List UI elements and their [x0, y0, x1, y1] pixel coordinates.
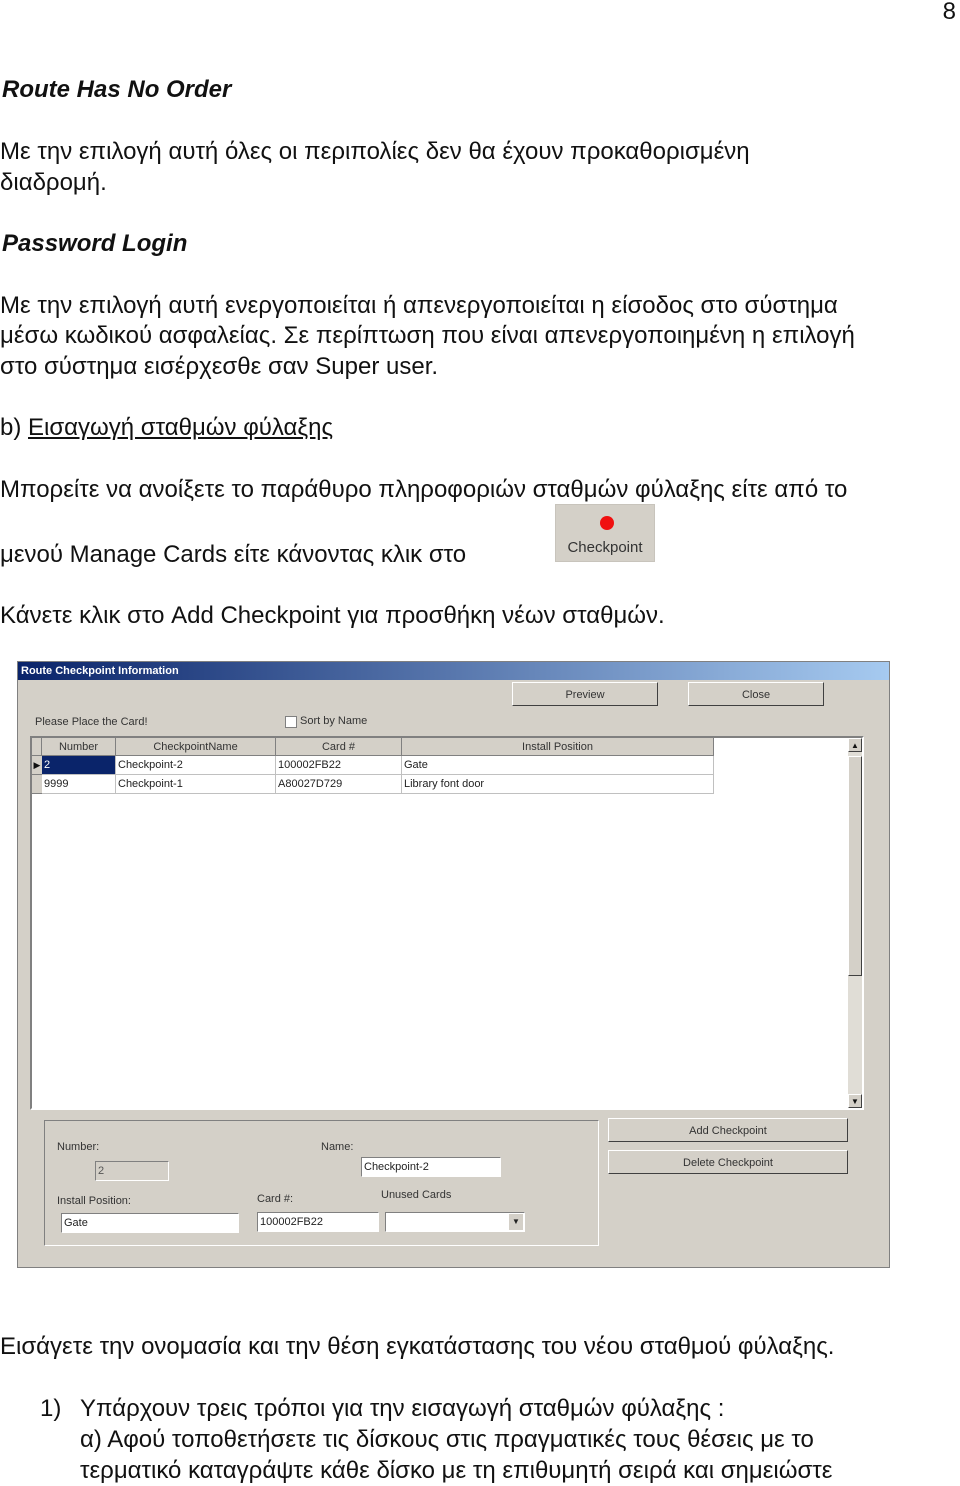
table-cell[interactable]: 2	[42, 756, 116, 775]
name-label: Name:	[321, 1141, 354, 1153]
checkpoint-toolbar-button[interactable]	[555, 504, 655, 562]
card-label: Card #:	[257, 1193, 294, 1205]
list-item-text: Υπάρχουν τρεις τρόποι για την εισαγωγή σταθμών φύλαξης :	[80, 1395, 725, 1422]
paragraph-line: Κάνετε κλικ στο Add Checkpoint για προσθήκη νέων σταθμών.	[0, 602, 665, 629]
row-indicator	[32, 775, 42, 794]
sort-by-name-checkbox[interactable]	[285, 716, 297, 728]
preview-button[interactable]: Preview	[512, 682, 658, 706]
add-checkpoint-button[interactable]: Add Checkpoint	[608, 1118, 848, 1142]
heading-password-login: Password Login	[2, 230, 188, 257]
grid-scrollbar[interactable]	[848, 738, 862, 1108]
install-position-label: Install Position:	[57, 1195, 131, 1207]
name-field[interactable]: Checkpoint-2	[361, 1157, 501, 1177]
delete-checkpoint-button[interactable]: Delete Checkpoint	[608, 1150, 848, 1174]
number-label: Number:	[57, 1141, 100, 1153]
place-card-label: Please Place the Card!	[35, 716, 148, 728]
table-cell[interactable]: A80027D729	[276, 775, 402, 794]
scroll-up-icon[interactable]: ▲	[848, 738, 862, 752]
paragraph-line: διαδρομή.	[0, 169, 107, 196]
list-subitem-line: α) Αφού τοποθετήσετε τις δίσκους στις πραγματικές τους θέσεις με το	[80, 1426, 814, 1453]
sort-by-name-label: Sort by Name	[300, 715, 368, 727]
grid-corner	[32, 738, 42, 756]
route-checkpoint-window	[17, 661, 890, 1268]
column-header-card[interactable]: Card #	[276, 738, 402, 756]
page-number: 8	[942, 0, 956, 25]
paragraph-line: μενού Manage Cards είτε κάνοντας κλικ στο	[0, 541, 467, 568]
heading-route-no-order: Route Has No Order	[2, 76, 232, 103]
list-prefix: b)	[0, 414, 29, 441]
column-header-number[interactable]: Number	[42, 738, 116, 756]
table-cell[interactable]: Gate	[402, 756, 714, 775]
red-dot-icon	[600, 516, 614, 530]
checkpoint-grid[interactable]	[30, 736, 864, 1110]
paragraph-line: Εισάγετε την ονομασία και την θέση εγκατάστασης του νέου σταθμού φύλαξης.	[0, 1333, 835, 1360]
table-cell[interactable]: Checkpoint-2	[116, 756, 276, 775]
list-subitem-line: τερματικό καταγράψτε κάθε δίσκο με τη επιθυμητή σειρά και σημειώστε	[80, 1457, 833, 1484]
heading-text: Εισαγωγή σταθμών φύλαξης	[28, 414, 334, 441]
column-header-name[interactable]: CheckpointName	[116, 738, 276, 756]
table-cell[interactable]: 100002FB22	[276, 756, 402, 775]
heading-insert-checkpoints	[0, 412, 333, 443]
checkpoint-button-label: Checkpoint	[567, 539, 643, 556]
paragraph-line: στο σύστημα εισέρχεσθε σαν Super user.	[0, 353, 439, 380]
chevron-down-icon[interactable]: ▼	[509, 1214, 523, 1230]
unused-cards-label: Unused Cards	[381, 1189, 452, 1201]
scroll-down-icon[interactable]: ▼	[848, 1094, 862, 1108]
table-cell[interactable]: Library font door	[402, 775, 714, 794]
unused-cards-dropdown[interactable]	[385, 1212, 525, 1232]
table-cell[interactable]: Checkpoint-1	[116, 775, 276, 794]
install-position-field[interactable]: Gate	[61, 1213, 239, 1233]
column-header-install-position[interactable]: Install Position	[402, 738, 714, 756]
scroll-thumb[interactable]	[848, 756, 862, 976]
window-title: Route Checkpoint Information	[18, 662, 889, 680]
paragraph-line: Μπορείτε να ανοίξετε το παράθυρο πληροφοριών σταθμών φύλαξης είτε από το	[0, 476, 848, 503]
list-number: 1)	[40, 1395, 62, 1422]
paragraph-line: Με την επιλογή αυτή ενεργοποιείται ή απενεργοποιείται η είσοδος στο σύστημα	[0, 292, 838, 319]
checkpoint-form-panel	[44, 1120, 599, 1246]
paragraph-line: μέσω κωδικού ασφαλείας. Σε περίπτωση που είναι απενεργοποιημένη η επιλογή	[0, 322, 855, 349]
close-button[interactable]: Close	[688, 682, 824, 706]
number-field: 2	[95, 1161, 169, 1181]
table-cell[interactable]: 9999	[42, 775, 116, 794]
row-indicator-arrow-icon: ▶	[32, 756, 42, 775]
paragraph-line: Με την επιλογή αυτή όλες οι περιπολίες δεν θα έχουν προκαθορισμένη	[0, 138, 750, 165]
card-field[interactable]: 100002FB22	[257, 1212, 379, 1232]
